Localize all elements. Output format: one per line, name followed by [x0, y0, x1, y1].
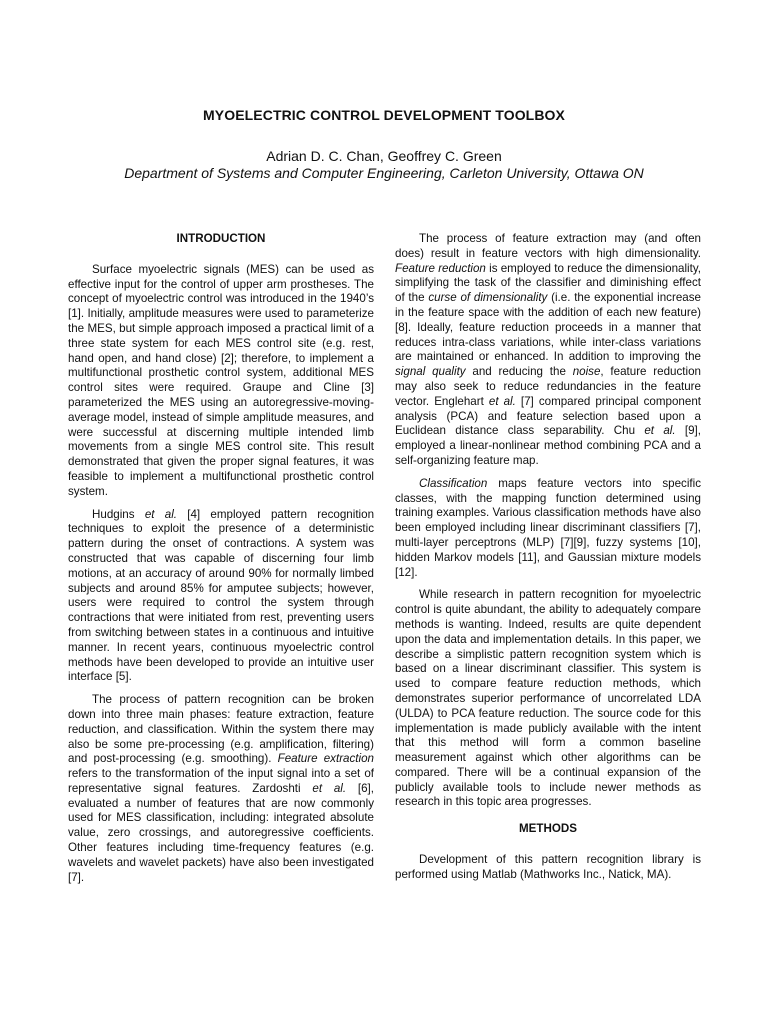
left-column — [68, 232, 374, 893]
paper-title: MYOELECTRIC CONTROL DEVELOPMENT TOOLBOX — [203, 107, 565, 123]
section-heading-introduction: INTRODUCTION — [176, 232, 266, 245]
section-heading-methods: METHODS — [519, 822, 577, 836]
paper-authors: Adrian D. C. Chan, Geoffrey C. Green — [266, 148, 502, 164]
paragraph: Development of this pattern recognition library is performed using Matlab (Mathworks Inc., Natick, MA). — [395, 853, 701, 881]
paper-affiliation: Department of Systems and Computer Engineering, Carleton University, Ottawa ON — [124, 165, 644, 181]
paragraph: Classification maps feature vectors into specific classes, with the mapping function determined using training examples. Various classification methods have also been employed including linear discriminant classifiers [7], multi-layer perceptrons (MLP) [7][9], fuzzy systems [10], hidden Markov models [11], and Gaussian mixture models [12]. — [395, 476, 701, 579]
paragraph: While research in pattern recognition for myoelectric control is quite abundant, the ability to adequately compare methods is wanting. Indeed, results are quite dependent upon the data and implementation details. In this paper, we describe a simplistic pattern recognition system which is based on a linear discriminant classifier. This system is used to compare feature reduction methods, which demonstrates superior performance of uncorrelated LDA (ULDA) to PCA feature reduction. The source code for this implementation is made publicly available with the intent that this method will form a common baseline measurement against which other algorithms can be compared. There will be a continual expansion of the publicly available tools to include newer methods as research in this topic area progresses. — [395, 588, 701, 809]
paragraph: The process of pattern recognition can be broken down into three main phases: feature extraction, feature reduction, and classification. Within the system there may also be some pre-processing (e.g. amplification, filtering) and post-processing (e.g. smoothing). Feature extraction refers to the transformation of the input signal into a set of representative signal features. Zardoshti et al. [6], evaluated a number of features that are now commonly used for MES classification, including: integrated absolute value, zero crossings, and autoregressive coefficients. Other features including time-frequency features (e.g. wavelets and wavelet packets) have also been investigated [7]. — [68, 693, 374, 884]
paragraph: Hudgins et al. [4] employed pattern recognition techniques to exploit the presence of a deterministic pattern during the onset of contractions. A system was constructed that was capable of discerning four limb motions, at an accuracy of around 90% for normally limbed subjects and around 85% for amputee subjects; however, users were required to control the system through contractions that were initiated from rest, preventing users from switching between states in a continuous and intuitive manner. In recent years, continuous myoelectric control methods have been developed to provide an intuitive user interface [5]. — [68, 507, 375, 684]
paragraph: The process of feature extraction may (and often does) result in feature vectors with high dimensionality. Feature reduction is employed to reduce the dimensionality, simplifying the task of the classifier and diminishing effect of the curse of dimensionality (i.e. the exponential increase in the feature space with the addition of each new feature) [8]. Ideally, feature reduction proceeds in a manner that reduces intra-class variations, while inter-class variations are maintained or enhanced. In addition to improving the signal quality and reducing the noise, feature reduction may also seek to reduce redundancies in the feature vector. Englehart et al. [7] compared principal component analysis (PCA) and feature selection based upon a Euclidean distance class separability. Chu et al. [9], employed a linear-nonlinear method combining PCA and a self-organizing feature map. — [395, 232, 701, 467]
right-column — [395, 232, 701, 891]
paragraph: Surface myoelectric signals (MES) can be used as effective input for the control of upper arm prostheses. The concept of myoelectric control was introduced in the 1940’s [1]. Initially, amplitude measures were used to parameterize the MES, but simple approach imposed a practical limit of a three state system for each MES control site (e.g. rest, hand open, and hand close) [2]; therefore, to implement a multifunctional prosthetic control system, additional MES control sites were required. Graupe and Cline [3] parameterized the MES using an autoregressive-moving-average model, instead of simple amplitude measures, and were successful at discerning multiple intended limb movements from a single MES control site. This result demonstrated that given the proper signal features, it was feasible to implement a multifunctional prosthetic control system. — [68, 262, 374, 498]
